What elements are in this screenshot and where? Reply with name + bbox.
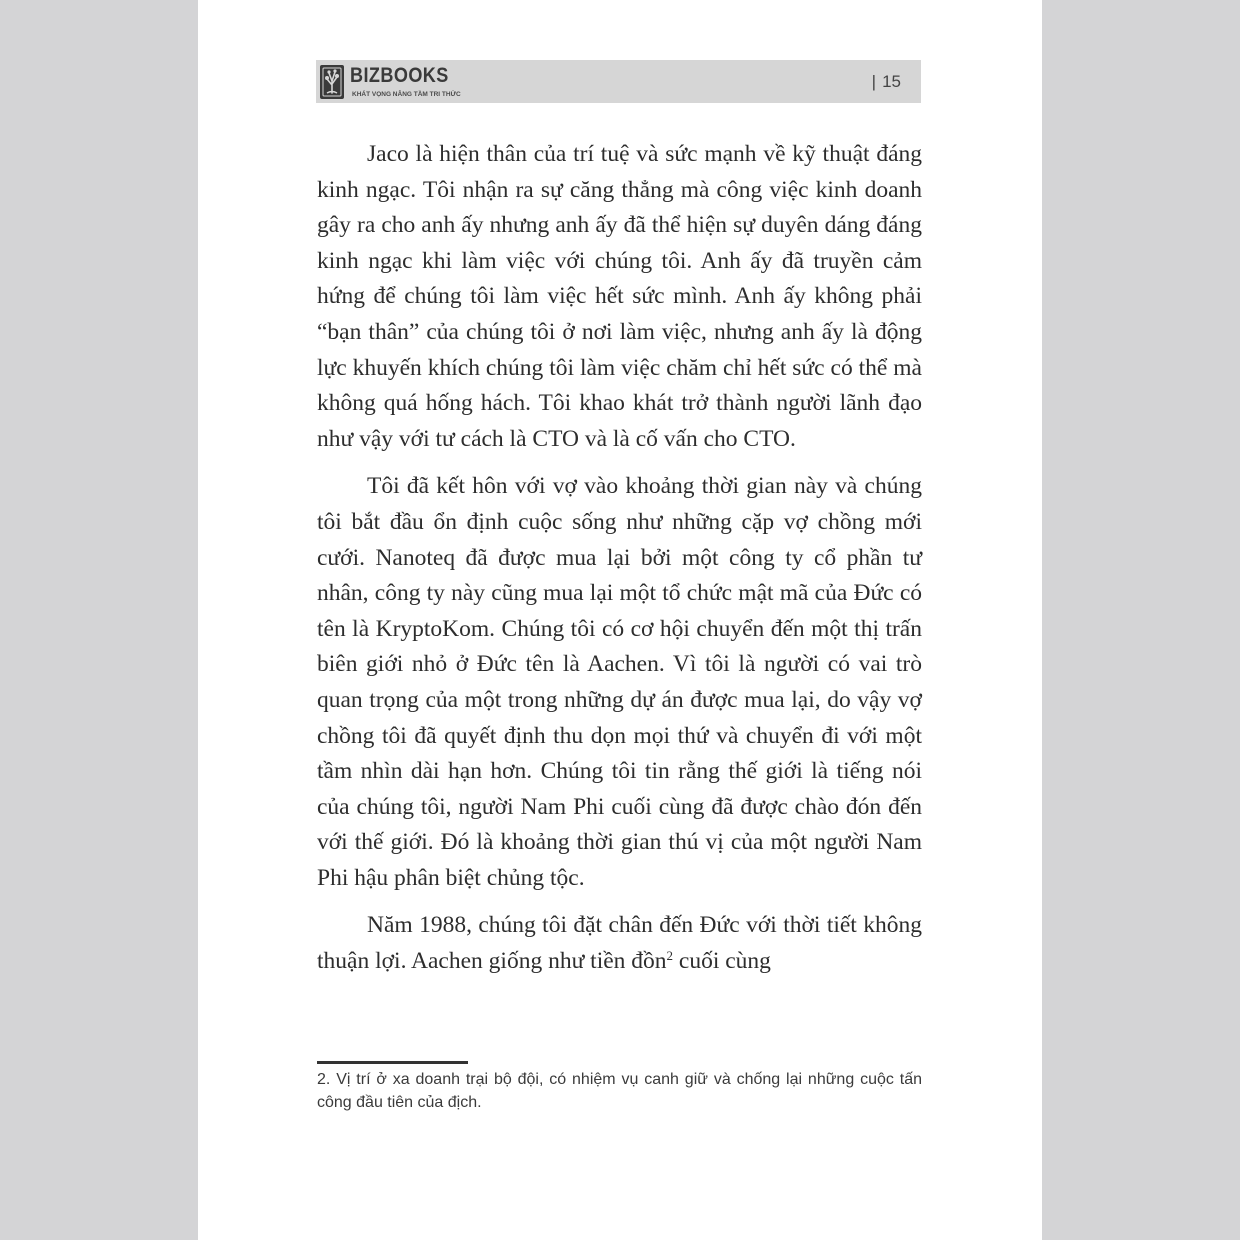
paragraph: Tôi đã kết hôn với vợ vào khoảng thời gian này và chúng tôi bắt đầu ổn định cuộc sống như những cặp vợ chồng mới cưới. Nanoteq đã được mua lại bởi một công ty cổ phần tư nhân, công ty này cũng mua lại một tổ chức mật mã của Đức có tên là KryptoKom. Chúng tôi có cơ hội chuyển đến một thị trấn biên giới nhỏ ở Đức tên là Aachen. Vì tôi là người có vai trò quan trọng của một trong những dự án được mua lại, do vậy vợ chồng tôi đã quyết định thu dọn mọi thứ và chuyển đi với một tầm nhìn dài hạn hơn. Chúng tôi tin rằng thế giới là tiếng nói của chúng tôi, người Nam Phi cuối cùng đã được chào đón đến với thế giới. Đó là khoảng thời gian thú vị của một người Nam Phi hậu phân biệt chủng tộc. <box>317 473 922 891</box>
footnote-divider <box>317 1061 468 1064</box>
footnote-reference[interactable]: 2 <box>666 948 674 964</box>
footnote: 2. Vị trí ở xa doanh trại bộ đội, có nhiệm vụ canh giữ và chống lại những cuộc tấn công đầu tiên của địch. <box>317 1071 922 1111</box>
page-header <box>316 60 921 103</box>
brand-name: BIZBOOKS <box>350 64 449 87</box>
paragraph <box>317 908 922 979</box>
page-number-separator: | <box>871 72 877 91</box>
paragraph-text: Năm 1988, chúng tôi đặt chân đến Đức với thời tiết không thuận lợi. Aachen giống như tiền đồn <box>317 912 922 975</box>
page-number-area <box>872 72 901 92</box>
page-number: 15 <box>882 72 901 91</box>
book-page <box>198 0 1042 1240</box>
brand-tagline: KHÁT VỌNG NÂNG TẦM TRI THỨC <box>352 91 461 98</box>
paragraph: Jaco là hiện thân của trí tuệ và sức mạnh về kỹ thuật đáng kinh ngạc. Tôi nhận ra sự căng thẳng mà công việc kinh doanh gây ra cho anh ấy nhưng anh ấy đã thể hiện sự duyên dáng đáng kinh ngạc khi làm việc với chúng tôi. Anh ấy đã truyền cảm hứng để chúng tôi làm việc hết sức mình. Anh ấy không phải “bạn thân” của chúng tôi ở nơi làm việc, nhưng anh ấy là động lực khuyến khích chúng tôi làm việc chăm chỉ hết sức có thể mà không quá hống hách. Tôi khao khát trở thành người lãnh đạo như vậy với tư cách là CTO và là cố vấn cho CTO. <box>317 141 922 452</box>
body-text <box>317 137 922 980</box>
bizbooks-tree-logo-icon <box>320 65 344 99</box>
paragraph-text-continued: cuối cùng <box>673 948 771 975</box>
